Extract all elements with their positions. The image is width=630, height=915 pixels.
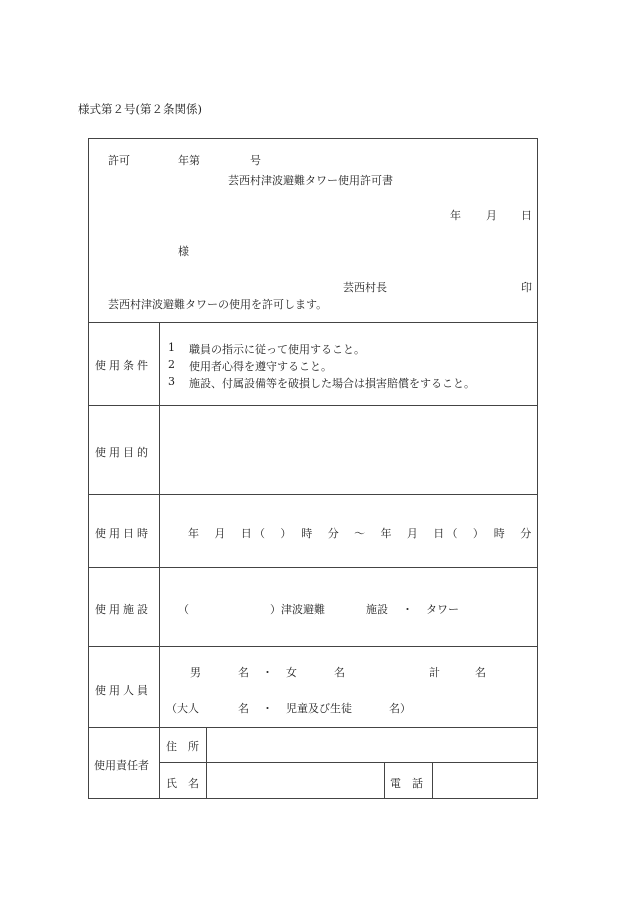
name-label: 氏 名 — [166, 777, 199, 790]
row-divider — [88, 322, 538, 323]
responsible-divider — [206, 727, 207, 799]
adults-label: （大人 — [166, 702, 199, 715]
label-column-divider — [159, 322, 160, 799]
condition-num-3: 3 — [168, 375, 175, 388]
people-dot-2: ・ — [262, 702, 273, 715]
condition-num-2: 2 — [168, 358, 175, 371]
form-number: 様式第２号(第２条関係) — [78, 102, 202, 116]
condition-text-2: 使用者心得を遵守すること。 — [189, 360, 332, 373]
date-month: 月 — [486, 209, 497, 222]
condition-text-3: 施設、付属設備等を破損した場合は損害賠償をすること。 — [189, 377, 475, 390]
addressee-suffix: 様 — [178, 245, 189, 258]
date-year: 年 — [450, 209, 461, 222]
people-dot-1: ・ — [262, 666, 273, 679]
permit-label: 許可 — [108, 154, 130, 167]
facility-label: 使用施設 — [95, 603, 151, 616]
phone-divider-left — [384, 762, 385, 799]
children-unit-close: 名） — [389, 702, 411, 715]
row-divider — [88, 567, 538, 568]
adults-unit: 名 — [238, 702, 249, 715]
row-divider — [88, 646, 538, 647]
conditions-label: 使用条件 — [95, 359, 151, 372]
phone-field[interactable] — [434, 764, 536, 797]
date-day: 日 — [521, 209, 532, 222]
condition-text-1: 職員の指示に従って使用すること。 — [189, 343, 365, 356]
row-divider — [88, 494, 538, 495]
children-label: 児童及び生徒 — [286, 702, 352, 715]
address-field[interactable] — [208, 729, 536, 760]
issuer: 芸西村長 — [343, 281, 387, 294]
people-label: 使用人員 — [95, 684, 151, 697]
responsible-label: 使用責任者 — [94, 759, 149, 772]
purpose-field[interactable] — [161, 407, 536, 493]
purpose-label: 使用目的 — [95, 446, 151, 459]
female-label: 女 — [286, 666, 297, 679]
female-unit: 名 — [334, 666, 345, 679]
facility-option-facility[interactable]: 施設 — [366, 603, 388, 616]
facility-open-paren: （ — [178, 603, 189, 616]
phone-divider-right — [432, 762, 433, 799]
phone-label: 電 話 — [390, 777, 423, 790]
male-unit: 名 — [238, 666, 249, 679]
seal: 印 — [521, 281, 532, 294]
datetime-label: 使用日時 — [95, 527, 151, 540]
male-label: 男 — [190, 666, 201, 679]
address-label: 住 所 — [166, 740, 199, 753]
facility-dot: ・ — [402, 603, 413, 616]
row-divider — [159, 762, 538, 763]
facility-option-tower[interactable]: タワー — [426, 603, 459, 616]
condition-num-1: 1 — [168, 341, 175, 354]
year-no-label: 年第 — [178, 154, 200, 167]
facility-close-text: ）津波避難 — [270, 603, 325, 616]
total-unit: 名 — [475, 666, 486, 679]
number-label: 号 — [250, 154, 261, 167]
permit-statement: 芸西村津波避難タワーの使用を許可します。 — [108, 298, 328, 311]
datetime-field[interactable]: 年 月 日（ ） 時 分 ～ 年 月 日（ ） 時 分 — [188, 527, 534, 540]
name-field[interactable] — [208, 764, 382, 797]
facility-input[interactable] — [195, 598, 270, 614]
row-divider — [88, 727, 538, 728]
row-divider — [88, 405, 538, 406]
permit-title: 芸西村津波避難タワー使用許可書 — [228, 174, 393, 187]
total-label: 計 — [429, 666, 440, 679]
